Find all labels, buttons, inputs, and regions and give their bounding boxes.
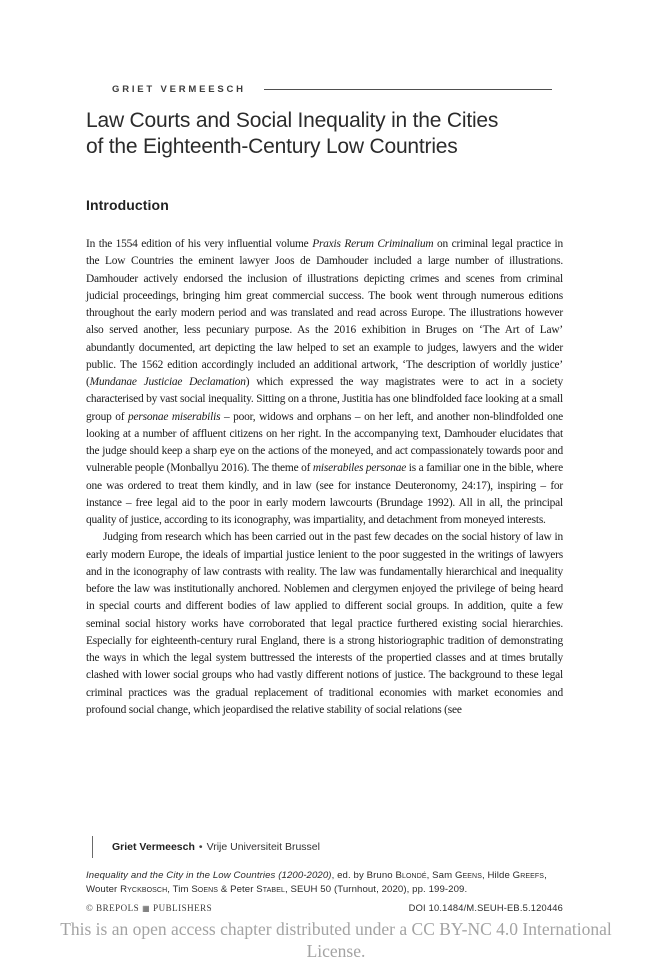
- citation-line2: Wouter Ryckbosch, Tim Soens & Peter Stabel, SEUH 50 (Turnhout, 2020), pp. 199-209.: [86, 884, 468, 895]
- license-line1: This is an open access chapter distributed under a CC BY-NC 4.0 International: [60, 919, 612, 939]
- affiliation-separator: •: [198, 841, 203, 853]
- citation-line1: Inequality and the City in the Low Countries (1200-2020), ed. by Bruno Blondé, Sam Geens, Hilde Greefs,: [86, 870, 547, 881]
- paragraph-2: Judging from research which has been carried out in the past few decades on the social history of law in early modern Europe, the ideals of impartial justice lenient to the poor suggested in the writings of lawyers and in the iconography of law contrasts with reality. The law was fundamentally hierarchical and inequality before the law was institutionally anchored. Noblemen and clergymen enjoyed the privilege of being heard in special courts and different bodies of law applied to different social groups. In addition, quite a few seminal social history works have corroborated that legal practice furthered existing social hierarchies. Especially for eighteenth-century rural England, there is a strong historiographic tradition of demonstrating the ways in which the legal system buttressed the interests of the propertied classes and at times brutally clashed with lower social groups who had vastly different notions of justice. The background to these legal criminal practices was the gradual replacement of traditional economies with market economies and profound social change, which jeopardised the relative stability of social relations (see: [86, 531, 563, 716]
- publisher-imprint: [86, 903, 212, 913]
- body-text: [86, 236, 563, 719]
- chapter-title: [86, 108, 498, 159]
- brepols-logo-icon: ▦: [142, 904, 151, 913]
- doi-text: DOI 10.1484/M.SEUH-EB.5.120446: [408, 903, 563, 913]
- running-author: GRIET VERMEESCH: [112, 84, 246, 95]
- copyright-text: © BREPOLS: [86, 903, 140, 913]
- author-affiliation: [92, 836, 320, 858]
- license-line2: License.: [306, 941, 366, 960]
- section-heading: Introduction: [86, 197, 169, 213]
- paragraph-1: In the 1554 edition of his very influential volume Praxis Rerum Criminalium on criminal legal practice in the Low Countries the eminent lawyer Joos de Damhouder included a large number of illustrations. Damhouder actively endorsed the inclusion of illustrations depicting crimes and scenes from criminal judicial proceedings, bringing him great commercial success. The book went through numerous editions throughout the early modern period and was translated and read across Europe. The illustrations however also served another, less pecuniary purpose. As the 2016 exhibition in Bruges on ‘The Art of Law’ abundantly documented, art depicting the law helped to set an example to judges, lawyers and the wider public. The 1562 edition accordingly included an additional artwork, ‘The description of worldly justice’ (Mundanae Justiciae Declamation) which expressed the way magistrates were to act in a society characterised by vast social inequality. Sitting on a throne, Justitia has one blindfolded face looking at a small group of personae miserabilis – poor, widows and orphans – on her left, and another non-blindfolded one looking at a number of affluent citizens on her right. In the accompanying text, Damhouder elucidates that the judge should keep a sharp eye on the actions of the moneyed, and act compassionately towards poor and vulnerable people (Monballyu 2016). The theme of miserabiles personae is a familiar one in the bible, where one was ordered to treat them kindly, and in law (see for instance Deuteronomy, 24:17), inspiring – for instance – free legal aid to the poor in early modern lawcourts (Brundage 1992). All in all, the principal quality of justice, according to its iconography, was impartiality, and detachment from moneyed interests.: [86, 238, 563, 526]
- publisher-text: PUBLISHERS: [153, 903, 213, 913]
- copyright-row: [86, 903, 563, 913]
- chapter-title-line2: of the Eighteenth-Century Low Countries: [86, 134, 458, 158]
- affiliation-author: Griet Vermeesch: [112, 841, 195, 853]
- running-header: [86, 84, 563, 95]
- volume-citation: [86, 869, 586, 897]
- chapter-title-line1: Law Courts and Social Inequality in the Cities: [86, 109, 499, 132]
- affiliation-institution: Vrije Universiteit Brussel: [206, 841, 320, 853]
- open-access-license-notice: [0, 918, 672, 960]
- header-rule: [264, 89, 552, 91]
